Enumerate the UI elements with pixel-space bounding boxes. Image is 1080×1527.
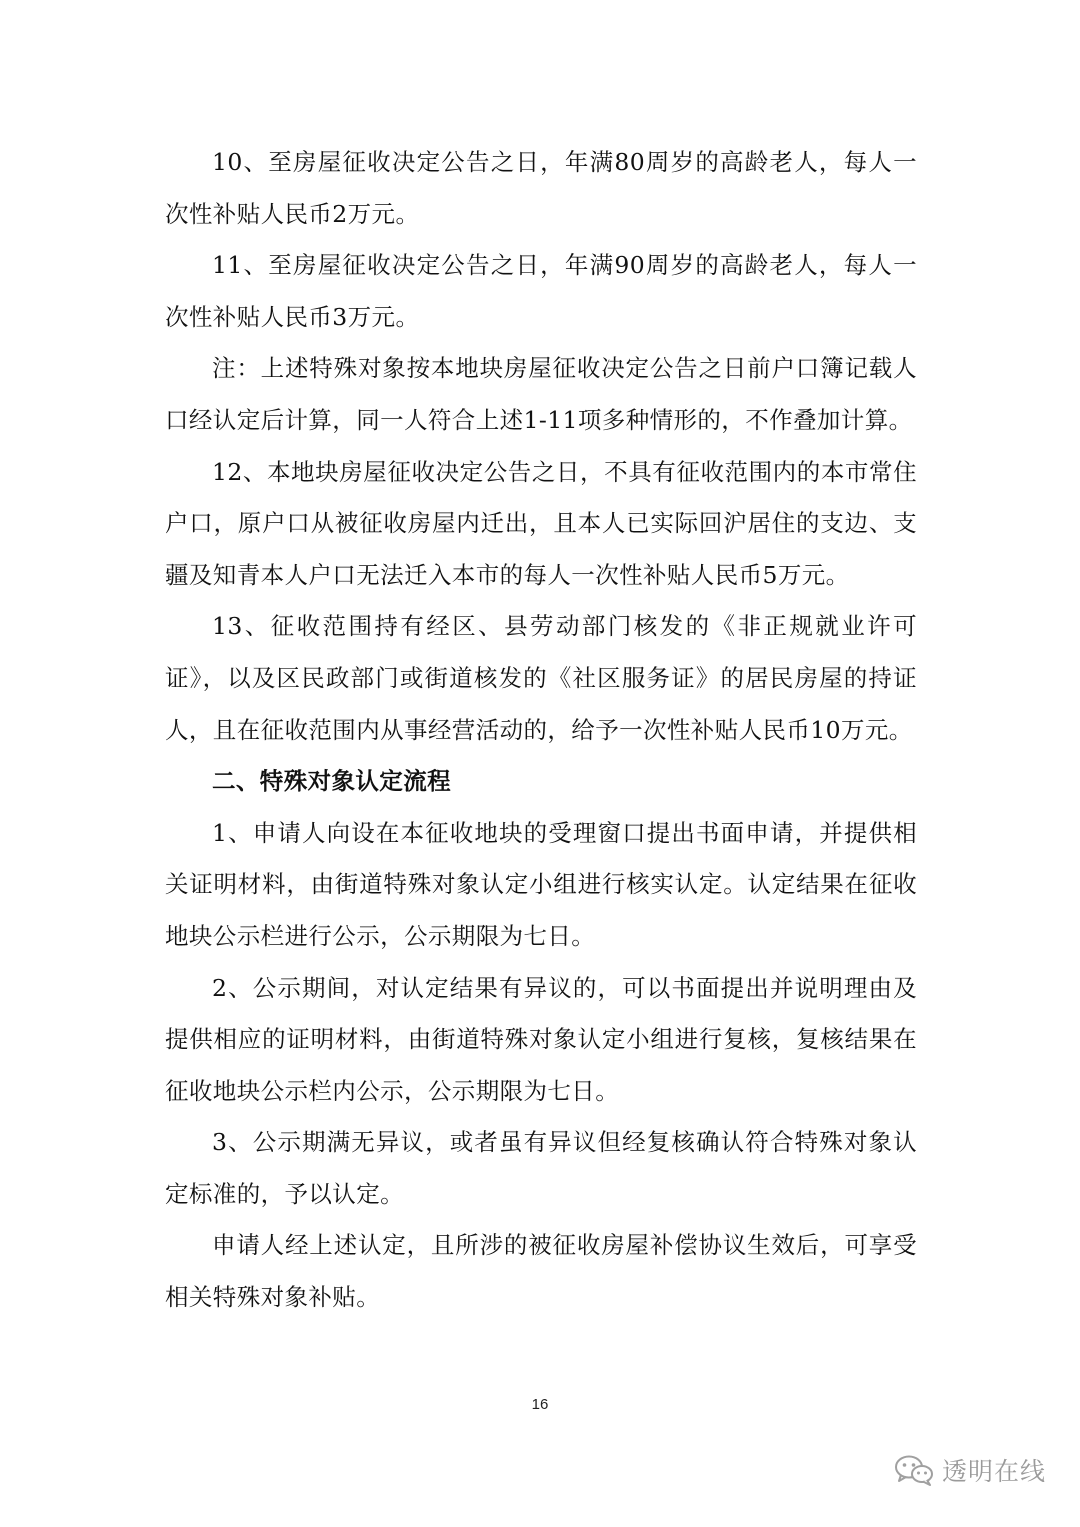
paragraph-conclusion: 申请人经上述认定，且所涉的被征收房屋补偿协议生效后，可享受相关特殊对象补贴。	[165, 1231, 917, 1312]
paragraph-item-13: 13、征收范围持有经区、县劳动部门核发的《非正规就业许可证》，以及区民政部门或街道核发的《社区服务证》的居民房屋的持证人，且在征收范围内从事经营活动的，给予一次性补贴人民币10万元。	[165, 612, 917, 744]
paragraph-step-3: 3、公示期满无异议，或者虽有异议但经复核确认符合特殊对象认定标准的，予以认定。	[165, 1128, 917, 1208]
paragraph-step-1: 1、申请人向设在本征收地块的受理窗口提出书面申请，并提供相关证明材料，由街道特殊对象认定小组进行核实认定。认定结果在征收地块公示栏进行公示，公示期限为七日。	[165, 818, 917, 950]
paragraph-item-12: 12、本地块房屋征收决定公告之日，不具有征收范围内的本市常住户口，原户口从被征收房屋内迁出，且本人已实际回沪居住的支边、支疆及知青本人户口无法迁入本市的每人一次性补贴人民币5万元。	[165, 457, 917, 589]
watermark-text: 透明在线	[941, 1457, 1046, 1486]
wechat-icon	[894, 1454, 934, 1486]
paragraph-step-2: 2、公示期间，对认定结果有异议的，可以书面提出并说明理由及提供相应的证明材料，由街道特殊对象认定小组进行复核，复核结果在征收地块公示栏内公示，公示期限为七日。	[165, 973, 917, 1105]
document-body	[165, 137, 917, 1324]
paragraph-item-11: 11、至房屋征收决定公告之日，年满90周岁的高龄老人，每人一次性补贴人民币3万元。	[165, 251, 917, 331]
paragraph-item-10: 10、至房屋征收决定公告之日，年满80周岁的高龄老人，每人一次性补贴人民币2万元。	[165, 148, 917, 228]
watermark	[894, 1452, 1046, 1488]
section-heading: 二、特殊对象认定流程	[212, 767, 451, 796]
page-number: 16	[531, 1396, 549, 1413]
paragraph-note: 注：上述特殊对象按本地块房屋征收决定公告之日前户口簿记载人口经认定后计算，同一人符合上述1-11项多种情形的，不作叠加计算。	[165, 354, 917, 434]
